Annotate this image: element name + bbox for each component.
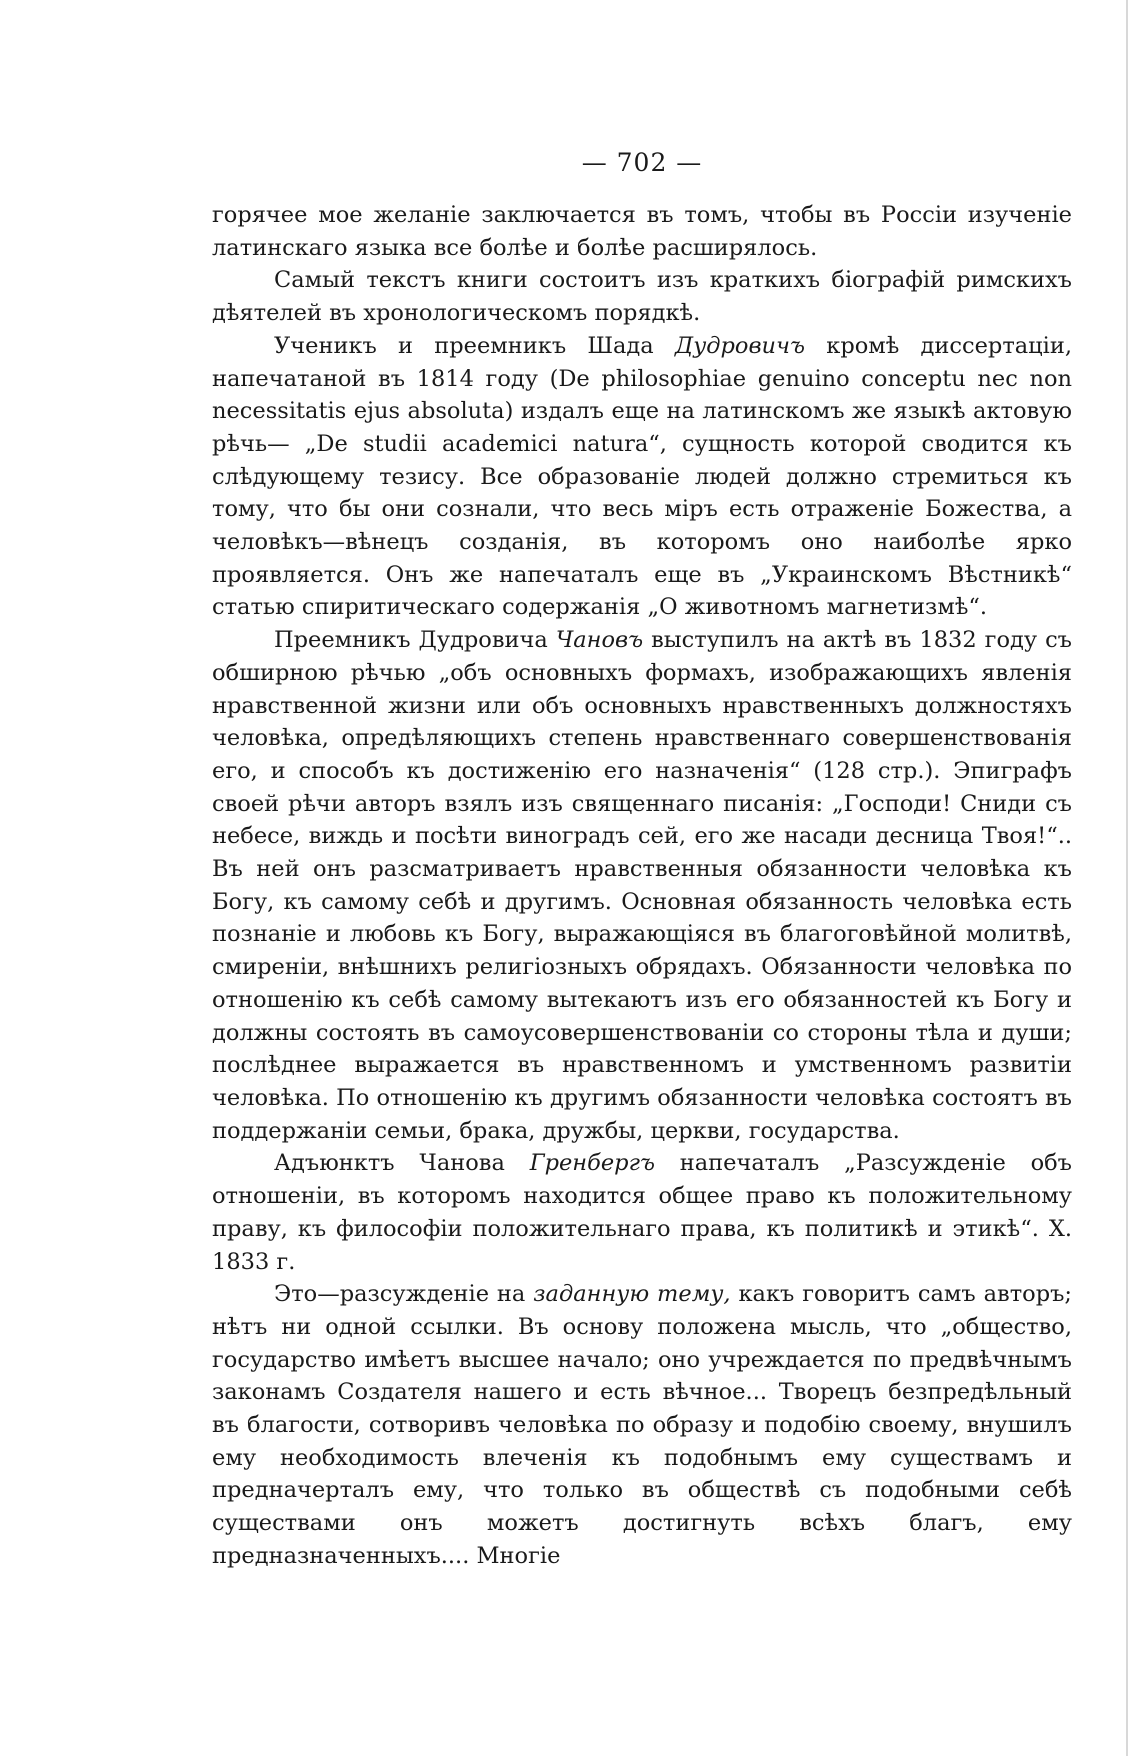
paragraph-4-italic-name: Чановъ [555,627,644,654]
paragraph-5-after: напечаталъ „Разсужденіе объ отношеніи, въ которомъ находится общее право къ положительному праву, къ философіи положительнаго права, къ политикѣ и этикѣ“. X. 1833 г. [212,1150,1072,1275]
document-page [212,148,1072,1573]
paragraph-4 [212,624,1072,1147]
paragraph-6-italic-phrase: заданную тему, [533,1281,731,1308]
paragraph-5-before: Адъюнктъ Чанова [274,1150,530,1177]
paragraph-3-italic-name: Дудровичъ [674,332,806,359]
paragraph-1-text: горячее мое желаніе заключается въ томъ, чтобы въ Россіи изученіе латинскаго языка все болѣе и болѣе расширялось. [212,202,1072,261]
paragraph-3-before: Ученикъ и преемникъ Шада [274,332,675,359]
paragraph-2 [212,264,1072,329]
paragraph-3-after: кромѣ диссертаціи, напечатаной въ 1814 году (De philosophiae genuino conceptu nec non necessitatis ejus absoluta) издалъ еще на латинскомъ же языкѣ актовую рѣчь— „De studii academici natura“, сущность которой сводится къ слѣдующему тезису. Все образованіе людей должно стремиться къ тому, что бы они сознали, что весь міръ есть отраженіе Божества, а человѣкъ—вѣнецъ созданія, въ которомъ оно наиболѣе ярко проявляется. Онъ же напечаталъ еще въ „Украинскомъ Вѣстникѣ“ статью спиритическаго содержанія „О животномъ магнетизмѣ“. [212,332,1072,621]
paragraph-4-after: выступилъ на актѣ въ 1832 году съ обширною рѣчью „объ основныхъ формахъ, изображающихъ явленія нравственной жизни или объ основныхъ нравственныхъ должностяхъ человѣка, опредѣляющихъ степень нравственнаго совершенствованія его, и способъ къ достиженію его назначенія“ (128 стр.). Эпиграфъ своей рѣчи авторъ взялъ изъ священнаго писанія: „Господи! Сниди съ небесе, виждь и посѣти виноградъ сей, его же насади десница Твоя!“.. Въ ней онъ разсматриваетъ нравственныя обязанности человѣка къ Богу, къ самому себѣ и другимъ. Основная обязанность человѣка есть познаніе и любовь къ Богу, выражающіяся въ благоговѣйной молитвѣ, смиреніи, внѣшнихъ религіозныхъ обрядахъ. Обязанности человѣка по отношенію къ себѣ самому вытекаютъ изъ его обязанностей къ Богу и должны состоять въ самоусовершенствованіи со стороны тѣла и души; послѣднее выражается въ нравственномъ и умственномъ развитіи человѣка. По отношенію къ другимъ обязанности человѣка состоятъ въ поддержаніи семьи, брака, дружбы, церкви, государства. [212,627,1072,1144]
paragraph-6-after: какъ говоритъ самъ авторъ; нѣтъ ни одной ссылки. Въ основу положена мысль, что „общество, государство имѣетъ высшее начало; оно учреждается по предвѣчнымъ законамъ Создателя нашего и есть вѣчное... Творецъ безпредѣльный въ благости, сотворивъ человѣка по образу и подобію своему, внушилъ ему необходимость влеченія къ подобнымъ ему существамъ и предначерталъ ему, что только въ обществѣ съ подобными себѣ существами онъ можетъ достигнуть всѣхъ благъ, ему предназначенныхъ.... Многіе [212,1281,1072,1569]
paragraph-2-text: Самый текстъ книги состоитъ изъ краткихъ біографій римскихъ дѣятелей въ хронологическомъ порядкѣ. [212,267,1072,327]
paragraph-4-before: Преемникъ Дудровича [274,627,556,654]
paragraph-6-before: Это—разсужденіе на [274,1281,534,1308]
paragraph-5 [212,1147,1072,1278]
page-number: — 702 — [581,148,703,177]
page-edge-line [1126,0,1128,1756]
paragraph-1 [212,199,1072,264]
paragraph-3 [212,330,1072,624]
paragraph-5-italic-name: Гренбергъ [529,1150,655,1177]
paragraph-6 [212,1278,1072,1572]
